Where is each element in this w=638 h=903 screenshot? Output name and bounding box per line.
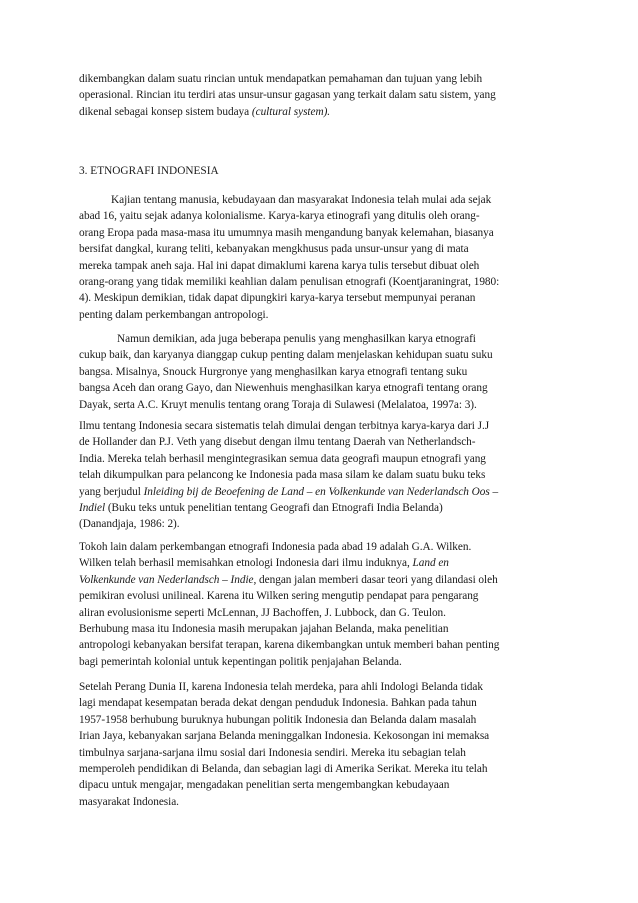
text-line: mereka tampak aneh saja. Hal ini dapat dimaklumi karena karya tulis tersebut dibuat oleh <box>79 259 480 272</box>
text-line: Setelah Perang Dunia II, karena Indonesia telah merdeka, para ahli Indologi Belanda tidak <box>79 681 483 693</box>
text-line: bangsa Aceh dan orang Gayo, dan Niewenhuis menghasilkan karya etnografi tentang orang <box>79 382 488 395</box>
text-line: antropologi kebanyakan bersifat terapan, karena dikembangkan untuk memberi bahan penting <box>79 639 500 652</box>
text-line: aliran evolusionisme seperti McLennan, JJ Bachoffen, J. Lubbock, dan G. Teulon. <box>79 606 446 619</box>
text-line: penting dalam perkembangan antropologi. <box>79 308 269 321</box>
text-span: Wilken telah berhasil memisahkan etnologi Indonesia dari ilmu induknya, <box>79 557 413 570</box>
text-line: Namun demikian, ada juga beberapa penulis yang menghasilkan karya etnografi <box>117 333 476 345</box>
paragraph-5 <box>79 679 563 810</box>
text-line: timbulnya sarjana-sarjana ilmu sosial dari Indonesia sendiri. Mereka itu sebagian telah <box>79 746 466 759</box>
text-line: masyarakat Indonesia. <box>79 795 179 808</box>
text-line: bagi pemerintah kolonial untuk kepentingan politik penjajahan Belanda. <box>79 655 402 668</box>
text-line: abad 16, yaitu sejak adanya kolonialisme. Karya-karya etinografi yang ditulis oleh orang- <box>79 210 480 223</box>
text-line <box>79 572 563 588</box>
paragraph-3 <box>79 418 563 533</box>
text-line: cukup baik, dan karyanya dianggap cukup penting dalam menjelaskan kehidupan suatu suku <box>79 349 493 362</box>
text-line <box>79 104 563 120</box>
text-line: dipacu untuk mengajar, mengadakan penelitian serta mengembangkan kebudayaan <box>79 779 450 792</box>
text-line: Dayak, serta A.C. Kruyt menulis tentang orang Toraja di Sulawesi (Melalatoa, 1997a: 3). <box>79 398 477 411</box>
text-span: dikenal sebagai konsep sistem budaya <box>79 105 252 118</box>
paragraph-4 <box>79 539 563 670</box>
text-line: telah dikumpulkan para pelancong ke Indonesia pada masa silam ke dalam suatu buku teks <box>79 469 486 482</box>
text-line: Tokoh lain dalam perkembangan etnografi Indonesia pada abad 19 adalah G.A. Wilken. <box>79 541 472 553</box>
text-line: 4). Meskipun demikian, tidak dapat dipungkiri karya-karya tersebut mempunyai peranan <box>79 292 476 305</box>
text-line: orang-orang yang tidak memiliki keahlian dalam penulisan etnografi (Koentjaraningrat, 1980: <box>79 276 500 289</box>
text-span: dengan jalan memberi dasar teori yang dilandasi oleh <box>256 573 498 586</box>
text-line: dikembangkan dalam suatu rincian untuk mendapatkan pemahaman dan tujuan yang lebih <box>79 73 483 85</box>
paragraph-2 <box>79 331 563 413</box>
text-line: lagi mendapat kesempatan berada dekat dengan penduduk Indonesia. Bahkan pada tahun <box>79 697 477 710</box>
text-line: India. Mereka telah berhasil mengintegrasikan semua data geografi maupun etnografi yang <box>79 452 486 465</box>
text-line: Irian Jaya, kebanyakan sarjana Belanda meninggalkan Indonesia. Kekosongan ini memaksa <box>79 730 490 743</box>
text-line: Ilmu tentang Indonesia secara sistematis telah dimulai dengan terbitnya karya-karya dari J.J <box>79 420 490 432</box>
text-line: operasional. Rincian itu terdiri atas unsur-unsur gagasan yang terkait dalam satu sistem, yang <box>79 89 496 102</box>
italic-title: Land en <box>412 557 449 570</box>
text-line: (Danandjaja, 1986: 2). <box>79 518 180 531</box>
section-heading: 3. ETNOGRAFI INDONESIA <box>79 165 219 177</box>
text-line: Kajian tentang manusia, kebudayaan dan masyarakat Indonesia telah mulai ada sejak <box>111 194 492 206</box>
italic-title: Inleiding bij de Beoefening de Land – en Volkenkunde van Nederlandsch Oos – <box>143 485 499 498</box>
text-line: memperoleh pendidikan di Belanda, dan sebagian lagi di Amerika Serikat. Mereka itu telah <box>79 763 488 776</box>
text-line <box>79 500 563 516</box>
paragraph-1 <box>79 192 563 323</box>
text-line: de Hollander dan P.J. Veth yang disebut dengan ilmu tentang Daerah van Netherlandsch- <box>79 436 476 449</box>
text-line: bangsa. Misalnya, Snouck Hurgronye yang menghasilkan karya etnografi tentang suku <box>79 365 468 378</box>
text-line: Berhubung masa itu Indonesia masih merupakan jajahan Belanda, maka penelitian <box>79 623 449 636</box>
italic-title: Indiel <box>79 502 106 515</box>
text-span: yang berjudul <box>79 485 144 498</box>
text-line: bersifat dangkal, kurang teliti, kebanyakan mengkhusus pada unsur-unsur yang di mata <box>79 243 469 256</box>
text-span: (Buku teks untuk penelitian tentang Geografi dan Etnografi India Belanda) <box>105 502 443 515</box>
text-line <box>79 555 563 571</box>
text-line <box>79 484 563 500</box>
text-line: pemikiran evolusi unilineal. Karena itu Wilken sering mengutip pendapat para pengarang <box>79 590 479 603</box>
text-line: 1957-1958 berhubung buruknya hubungan politik Indonesia dan Belanda dalam masalah <box>79 713 477 726</box>
italic-title: Volkenkunde van Nederlandsch – Indie, <box>79 573 257 586</box>
intro-paragraph <box>79 71 563 120</box>
italic-term: (cultural system). <box>251 105 331 118</box>
text-line: orang Eropa pada masa-masa itu umumnya masih mengandung banyak kelemahan, biasanya <box>79 226 494 239</box>
